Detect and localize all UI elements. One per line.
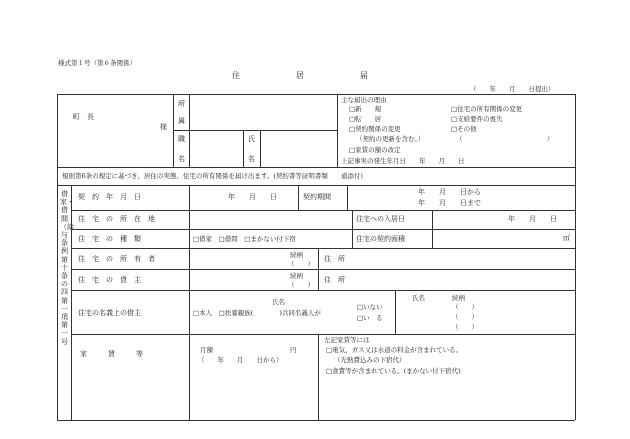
divider — [57, 167, 575, 168]
frame-right — [575, 94, 576, 420]
divider — [71, 290, 575, 291]
landlord-relation-label: 続柄 — [290, 272, 303, 280]
rent-note-meals-checkbox[interactable]: □食費等が含まれている。(まかない付下宿代) — [326, 367, 461, 375]
reason-loss-checkbox[interactable]: □支給要件の喪失 — [451, 115, 503, 123]
frame-left — [57, 94, 58, 420]
owner-address-label: 住 所 — [324, 255, 345, 263]
divider — [173, 130, 337, 131]
reason-rent-revision-checkbox[interactable]: □家賃の額の改定 — [349, 146, 401, 154]
reason-owner-change-checkbox[interactable]: □住宅の所有関係の変更 — [451, 105, 523, 113]
divider — [347, 185, 348, 210]
name-label: 名 — [248, 155, 255, 163]
affiliation-label: 属 — [178, 117, 185, 125]
frame-bottom — [57, 420, 575, 421]
contract-period-label: 契約期間 — [303, 193, 331, 201]
divider — [395, 290, 396, 334]
lessee-options[interactable]: □本人 □扶養親族( )共同名義人が — [193, 309, 321, 317]
affiliation-label: 所 — [178, 100, 185, 108]
form-number: 様式第１号（第６条関係） — [58, 59, 136, 67]
divider — [71, 248, 575, 249]
co-lessee-exists-checkbox[interactable]: □い る — [357, 314, 383, 322]
reason-new-checkbox[interactable]: □新 規 — [349, 105, 382, 113]
declaration-text: 規則第6条の規定に基づき、居住の実態、住宅の所有関係を届け出ます。(契約書等証明書類 通添付) — [62, 172, 363, 180]
reason-other-field[interactable]: （ ） — [456, 135, 554, 143]
co-relation-label: 続柄 — [452, 294, 465, 302]
owner-relation-label: 続柄 — [290, 251, 303, 259]
divider — [71, 210, 575, 211]
recipient-sama: 様 — [160, 123, 167, 131]
divider — [243, 130, 244, 167]
co-lessee-none-checkbox[interactable]: □いない — [357, 303, 383, 311]
owner-relation-field[interactable]: （ ） — [288, 260, 314, 268]
occurrence-date[interactable]: 上記事実の発生年月日 年 月 日 — [341, 157, 465, 165]
form-title: 住 居 届 — [232, 71, 368, 80]
divider — [432, 210, 433, 248]
house-type-options[interactable]: □借家 □借間 □まかない付下宿 — [193, 235, 296, 243]
house-type-label: 住 宅 の 種 類 — [78, 235, 141, 243]
lessee-label: 住宅の名義上の借主 — [78, 309, 141, 317]
reason-move-checkbox[interactable]: □転 居 — [349, 115, 382, 123]
divider — [260, 130, 261, 167]
divider — [71, 334, 575, 335]
move-in-date-field[interactable]: 年 月 日 — [508, 215, 557, 223]
rent-label: 家 賃 等 — [80, 350, 143, 358]
divider — [71, 185, 72, 420]
contract-area-label: 住宅の契約面積 — [356, 235, 405, 243]
recipient-mayor: 町 長 — [73, 113, 94, 121]
position-label: 名 — [178, 155, 185, 163]
move-in-date-label: 住宅への入居日 — [356, 215, 405, 223]
frame-top — [57, 94, 575, 95]
rent-from-date-field[interactable]: （ 年 月 日から） — [198, 356, 283, 364]
landlord-address-label: 住 所 — [324, 276, 345, 284]
reason-other-checkbox[interactable]: □その他 — [451, 125, 477, 133]
reason-contract-change-checkbox[interactable]: □契約関係の変更 — [349, 125, 401, 133]
submission-date: （ 年 月 日提出） — [470, 85, 555, 93]
divider — [352, 210, 353, 248]
lessee-name-label: 氏名 — [272, 298, 285, 306]
divider — [318, 248, 319, 290]
position-label: 職 — [178, 135, 185, 143]
divider — [298, 185, 299, 210]
landlord-label: 住 宅 の 貸 主 — [78, 276, 141, 284]
area-unit: ㎡ — [563, 234, 570, 242]
divider — [57, 185, 575, 186]
reason-heading: 主な届出の理由 — [341, 96, 387, 104]
monthly-label: 月額 — [200, 346, 213, 354]
side-label: 借家・借間（給与条例第十条の四第一項第一号 — [60, 190, 74, 346]
name-label: 氏 — [248, 135, 255, 143]
divider — [189, 185, 190, 420]
landlord-relation-field[interactable]: （ ） — [288, 281, 314, 289]
co-relation-field-3[interactable]: （ ） — [452, 323, 478, 331]
contract-date-field[interactable]: 年 月 日 — [228, 193, 277, 201]
divider — [318, 334, 319, 420]
rent-note-utilities-checkbox[interactable]: □電気、ガス又は水道の料金が含まれている。 — [326, 346, 463, 354]
contract-date-label: 契 約 年 月 日 — [78, 193, 141, 201]
owner-label: 住 宅 の 所 有 者 — [78, 255, 155, 263]
rent-note-utilities-sub: （光熱費込みの下宿代） — [334, 356, 406, 364]
house-location-label: 住 宅 の 所 在 地 — [78, 215, 155, 223]
contract-renewal-note: （契約の更新を含む。） — [356, 135, 425, 143]
divider — [71, 229, 575, 230]
yen-unit: 円 — [290, 346, 297, 354]
co-relation-field-1[interactable]: （ ） — [452, 303, 478, 311]
rent-note-heading: 左記家賃等には — [324, 336, 370, 344]
divider — [337, 94, 338, 167]
divider — [71, 269, 575, 270]
co-name-label: 氏名 — [412, 294, 425, 302]
period-to-field[interactable]: 年 月 日まで — [418, 199, 481, 207]
co-relation-field-2[interactable]: （ ） — [452, 313, 478, 321]
period-from-field[interactable]: 年 月 日から — [418, 188, 481, 196]
